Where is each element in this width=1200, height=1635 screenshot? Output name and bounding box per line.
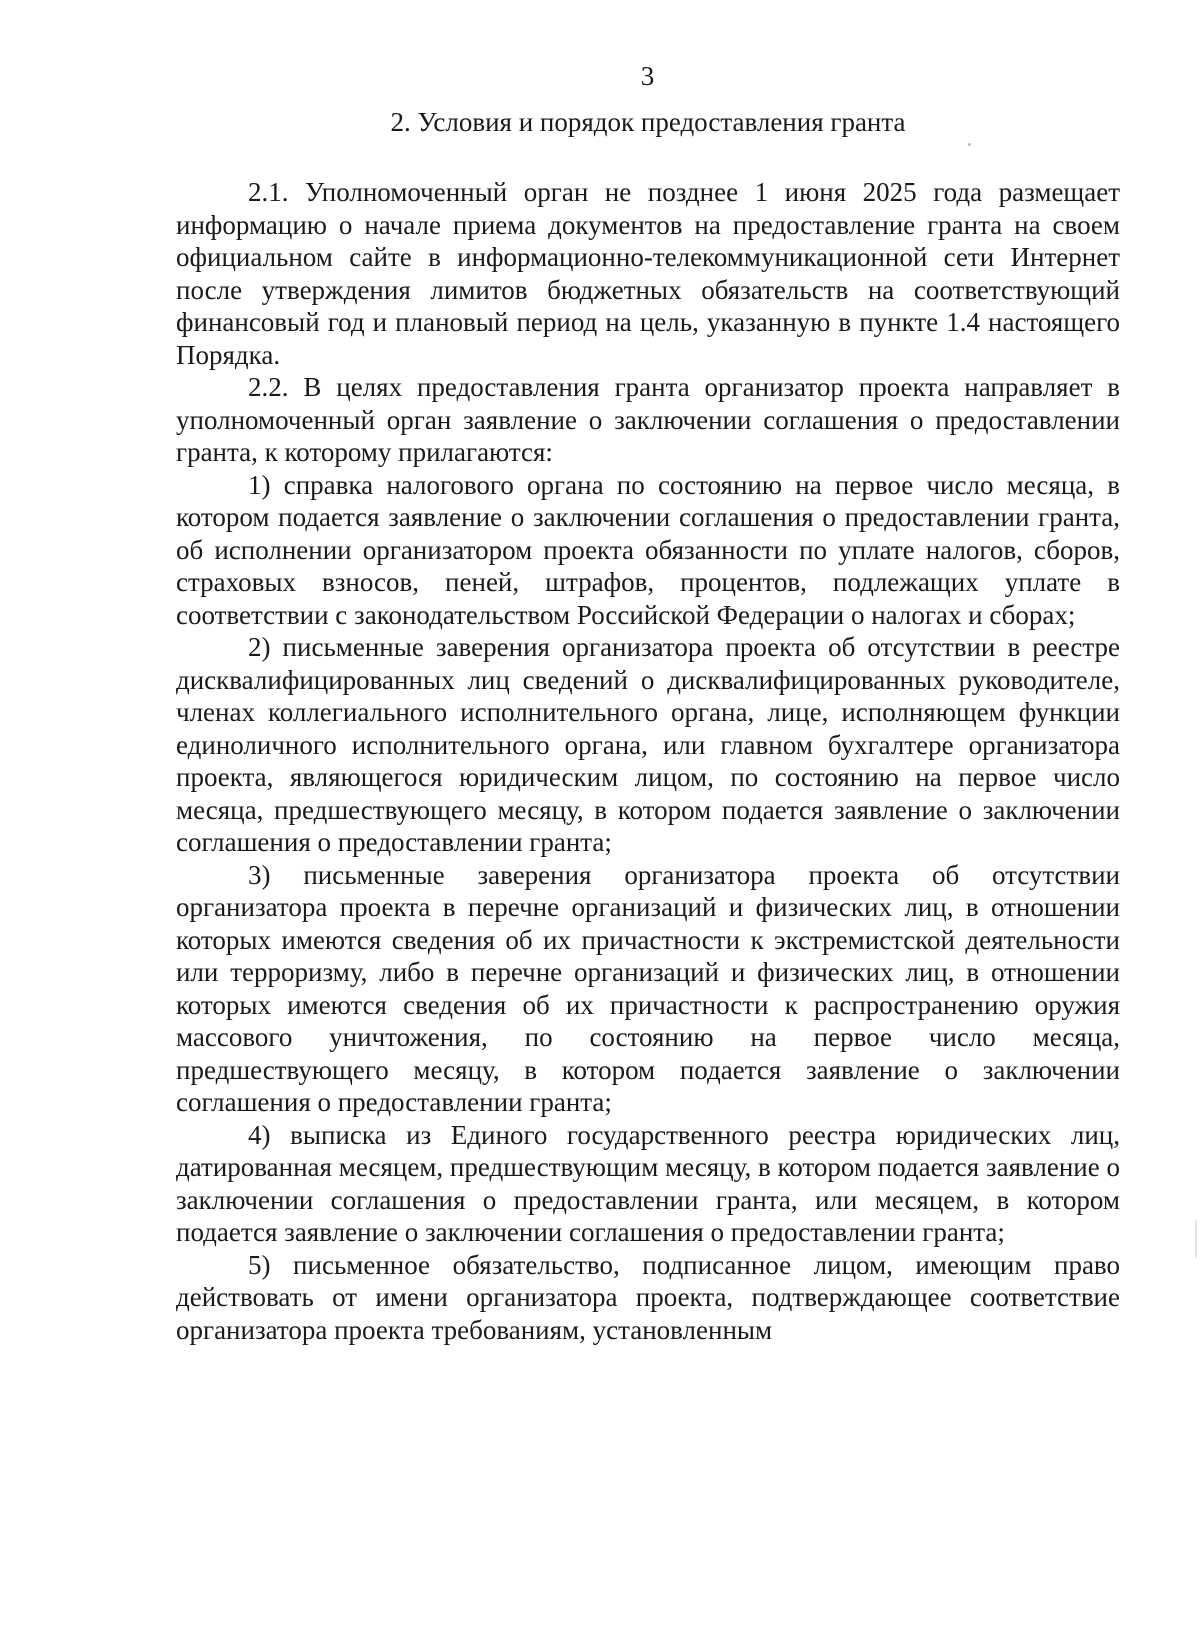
list-item-2: 2) письменные заверения организатора проекта об отсутствии в реестре дисквалифицированных лиц сведений о дисквалифицированных руководителе, членах коллегиального исполнительного органа, лице, исполняющем функции единоличного исполнительного органа, или главном бухгалтере организатора проекта, являющегося юридическим лицом, по состоянию на первое число месяца, предшествующего месяцу, в котором подается заявление о заключении соглашения о предоставлении гранта; [176,632,1120,857]
page-number: 3 [640,61,655,91]
list-item-3: 3) письменные заверения организатора проекта об отсутствии организатора проекта в перечне организаций и физических лиц, в отношении которых имеются сведения об их причастности к экстремистской деятельности или терроризму, либо в перечне организаций и физических лиц, в отношении которых имеются сведения об их причастности к распространению оружия массового уничтожения, по состоянию на первое число месяца, предшествующего месяцу, в котором подается заявление о заключении соглашения о предоставлении гранта; [176,859,1120,1117]
paragraph-2-1: 2.1. Уполномоченный орган не позднее 1 июня 2025 года размещает информацию о начале приема документов на предоставление гранта на своем официальном сайте в информационно-телекоммуникационной сети Интернет после утверждения лимитов бюджетных обязательств на соответствующий финансовый год и плановый период на цель, указанную в пункте 1.4 настоящего Порядка. [176,177,1120,370]
scan-speck [1195,1220,1197,1258]
paragraph-2-2: 2.2. В целях предоставления гранта организатор проекта направляет в уполномоченный орган заявление о заключении соглашения о предоставлении гранта, к которому прилагаются: [176,372,1120,467]
section-title: 2. Условия и порядок предоставления гранта [390,107,906,137]
list-item-1: 1) справка налогового органа по состоянию на первое число месяца, в котором подается заявление о заключении соглашения о предоставлении гранта, об исполнении организатором проекта обязанности по уплате налогов, сборов, страховых взносов, пеней, штрафов, процентов, подлежащих уплате в соответствии с законодательством Российской Федерации о налогах и сборах; [176,469,1120,630]
document-body [176,176,1120,1346]
list-item-4: 4) выписка из Единого государственного реестра юридических лиц, датированная месяцем, предшествующим месяцу, в котором подается заявление о заключении соглашения о предоставлении гранта, или месяцем, в котором подается заявление о заключении соглашения о предоставлении гранта; [176,1119,1120,1247]
list-item-5: 5) письменное обязательство, подписанное лицом, имеющим право действовать от имени организатора проекта, подтверждающее соответствие организатора проекта требованиям, установленным [176,1249,1120,1345]
scan-speck [968,143,971,146]
